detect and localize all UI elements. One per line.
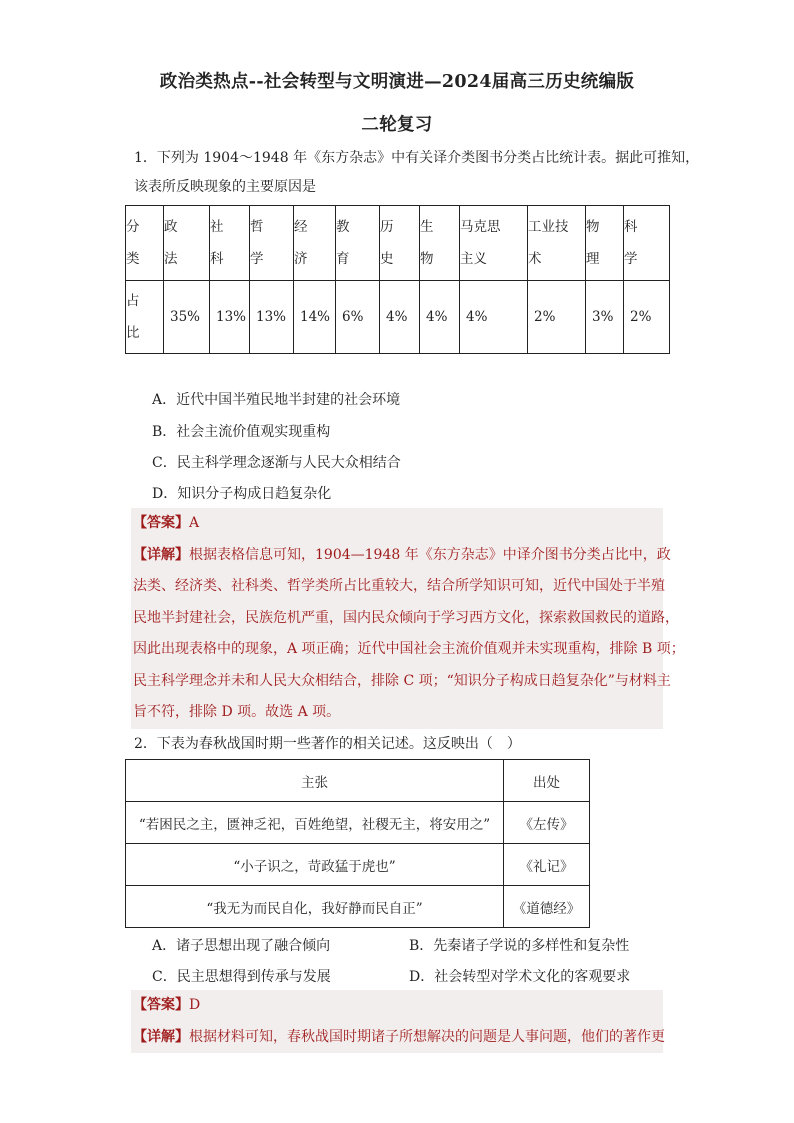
- q1-value-cell: 4%: [460, 281, 528, 354]
- q1-row-label: 占 比: [126, 281, 164, 354]
- answer-value: D: [189, 997, 201, 1013]
- q1-detail-line: 【详解】根据表格信息可知，1904—1948 年《东方杂志》中译介图书分类占比中，政: [133, 546, 671, 563]
- q1-header-cell: 马克思 主义: [460, 206, 528, 281]
- q1-header-cell: 工业技 术: [528, 206, 586, 281]
- q1-header-cell: 哲 学: [250, 206, 294, 281]
- q1-header-cell: 经 济: [294, 206, 336, 281]
- q1-value-cell: 2%: [624, 281, 670, 354]
- q2-option-b: B．先秦诸子学说的多样性和复杂性: [409, 938, 630, 954]
- q1-option-a: A．近代中国半殖民地半封建的社会环境: [152, 392, 401, 408]
- q2-option-d: D．社会转型对学术文化的客观要求: [409, 969, 631, 985]
- detail-label: 【详解】: [133, 546, 189, 563]
- q2-source-cell: 《左传》: [504, 802, 590, 844]
- q1-header-cell: 科 学: [624, 206, 670, 281]
- document-title-line1: 政治类热点--社会转型与文明演进—2024届高三历史统编版: [159, 72, 635, 92]
- q1-header-cell: 生 物: [420, 206, 460, 281]
- q1-value-cell: 2%: [528, 281, 586, 354]
- q1-header-cell: 物 理: [586, 206, 624, 281]
- q1-header-cell: 社 科: [210, 206, 250, 281]
- q1-table-value-row: [126, 281, 670, 354]
- q2-table-row: [126, 802, 590, 844]
- q2-stem: 2．下表为春秋战国时期一些著作的相关记述。这反映出（ ）: [134, 736, 521, 752]
- q1-value-cell: 4%: [380, 281, 420, 354]
- q2-header-cell: 主张: [126, 760, 504, 802]
- q2-table-row: [126, 844, 590, 886]
- q2-table: [125, 759, 590, 928]
- q2-source-cell: 《礼记》: [504, 844, 590, 886]
- detail-label: 【详解】: [133, 1028, 189, 1045]
- q1-header-cell: 历 史: [380, 206, 420, 281]
- q1-value-cell: 13%: [210, 281, 250, 354]
- document-title-line2: 二轮复习: [361, 115, 433, 135]
- answer-label: 【答案】: [133, 997, 189, 1013]
- q1-value-cell: 13%: [250, 281, 294, 354]
- q1-value-cell: 4%: [420, 281, 460, 354]
- answer-label: 【答案】: [133, 515, 189, 531]
- q2-answer-box: [131, 990, 663, 1053]
- q1-header-cell: 教 育: [336, 206, 380, 281]
- q2-source-cell: 《道德经》: [504, 886, 590, 928]
- q1-table: [125, 205, 670, 354]
- q1-header-cell: 分 类: [126, 206, 164, 281]
- q2-claim-cell: “我无为而民自化，我好静而民自正”: [126, 886, 504, 928]
- q1-value-cell: 6%: [336, 281, 380, 354]
- q1-detail-line: 民地半封建社会，民族危机严重，国内民众倾向于学习西方文化，探索救国救民的道路，: [133, 609, 679, 626]
- q1-answer: [131, 508, 663, 540]
- q1-option-c: C．民主科学理念逐渐与人民大众相结合: [152, 455, 401, 471]
- q2-claim-cell: “小子识之，苛政猛于虎也”: [126, 844, 504, 886]
- q1-detail-line: 因此出现表格中的现象，A 项正确；近代中国社会主流价值观并未实现重构，排除 B 项；: [133, 641, 685, 657]
- q2-header-cell: 出处: [504, 760, 590, 802]
- q1-detail-line: 民主科学理念并未和人民大众相结合，排除 C 项；“知识分子构成日趋复杂化”与材料主: [133, 672, 671, 689]
- q2-answer: [131, 990, 663, 1022]
- q1-option-d: D．知识分子构成日趋复杂化: [152, 486, 332, 502]
- q2-option-a: A．诸子思想出现了融合倾向: [152, 938, 331, 954]
- q1-stem-line1: 1．下列为 1904～1948 年《东方杂志》中有关译介类图书分类占比统计表。据此可推知，: [134, 150, 700, 166]
- q1-table-header-row: [126, 206, 670, 281]
- q2-table-header-row: [126, 760, 590, 802]
- q1-stem-line2: 该表所反映现象的主要原因是: [134, 179, 316, 195]
- q1-detail-line: 旨不符，排除 D 项。故选 A 项。: [133, 704, 341, 720]
- q1-value-cell: 35%: [164, 281, 210, 354]
- q1-option-b: B．社会主流价值观实现重构: [152, 424, 331, 440]
- q2-option-c: C．民主思想得到传承与发展: [152, 969, 331, 985]
- q1-value-cell: 3%: [586, 281, 624, 354]
- q1-detail-line: 法类、经济类、社科类、哲学类所占比重较大，结合所学知识可知，近代中国处于半殖: [133, 578, 665, 594]
- q1-header-cell: 政 法: [164, 206, 210, 281]
- q2-table-row: [126, 886, 590, 928]
- q2-claim-cell: “若困民之主，匮神乏祀，百姓绝望，社稷无主，将安用之”: [126, 802, 504, 844]
- q2-detail-line: 【详解】根据材料可知，春秋战国时期诸子所想解决的问题是人事问题，他们的著作更: [133, 1028, 665, 1045]
- q1-value-cell: 14%: [294, 281, 336, 354]
- q1-answer-box: [131, 508, 685, 729]
- answer-value: A: [189, 515, 200, 531]
